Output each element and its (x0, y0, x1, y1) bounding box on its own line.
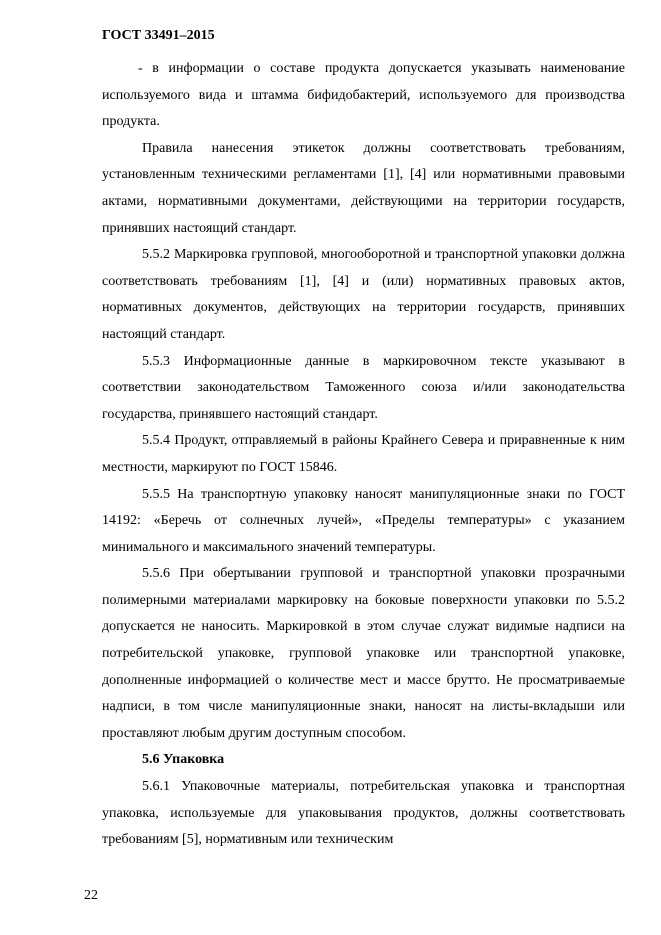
paragraph-5-5-6: 5.5.6 При обертывании групповой и транспортной упаковки прозрачными полимерными материалами маркировку на боковые поверхности упаковки по 5.5.2 допускается не наносить. Маркировкой в этом случае служат видимые надписи на потребительской упаковке, групповой упаковке или транспортной упаковке, дополненные информацией о количестве мест и массе брутто. Не просматриваемые надписи, в том числе манипуляционные знаки, наносят на листы-вкладыши или проставляют любым другим доступным способом. (102, 566, 625, 741)
document-header: ГОСТ 33491–2015 (102, 28, 215, 43)
section-title: 5.6 Упаковка (142, 752, 225, 768)
paragraph-label-rules: Правила нанесения этикеток должны соответствовать требованиям, установленным техническими регламентами [1], [4] или нормативными правовыми актами, нормативными документами, действующими на территории государств, принявших настоящий стандарт. (102, 140, 625, 236)
paragraph-5-5-2: 5.5.2 Маркировка групповой, многооборотной и транспортной упаковки должна соответствовать требованиям [1], [4] и (или) нормативных правовых актов, нормативных документов, действующих на территории государств, принявших настоящий стандарт. (102, 247, 625, 342)
paragraph-5-6-1: 5.6.1 Упаковочные материалы, потребительская упаковка и транспортная упаковка, используемые для упаковывания продуктов, должны соответствовать требованиям [5], нормативным или техническим (102, 779, 625, 848)
paragraph-5-5-5: 5.5.5 На транспортную упаковку наносят манипуляционные знаки по ГОСТ 14192: «Беречь от солнечных лучей», «Пределы температуры» с указанием минимального и максимального значений температуры. (102, 486, 625, 555)
page-number: 22 (84, 888, 98, 903)
page-body (102, 56, 625, 854)
paragraph-product-info: - в информации о составе продукта допускается указывать наименование используемого вида и штамма бифидобактерий, используемого для производства продукта. (102, 61, 625, 130)
paragraph-5-5-4: 5.5.4 Продукт, отправляемый в районы Крайнего Севера и приравненные к ним местности, маркируют по ГОСТ 15846. (102, 433, 625, 475)
paragraph-5-5-3: 5.5.3 Информационные данные в маркировочном тексте указывают в соответствии законодательством Таможенного союза и/или законодательства государства, принявшего настоящий стандарт. (102, 353, 625, 422)
